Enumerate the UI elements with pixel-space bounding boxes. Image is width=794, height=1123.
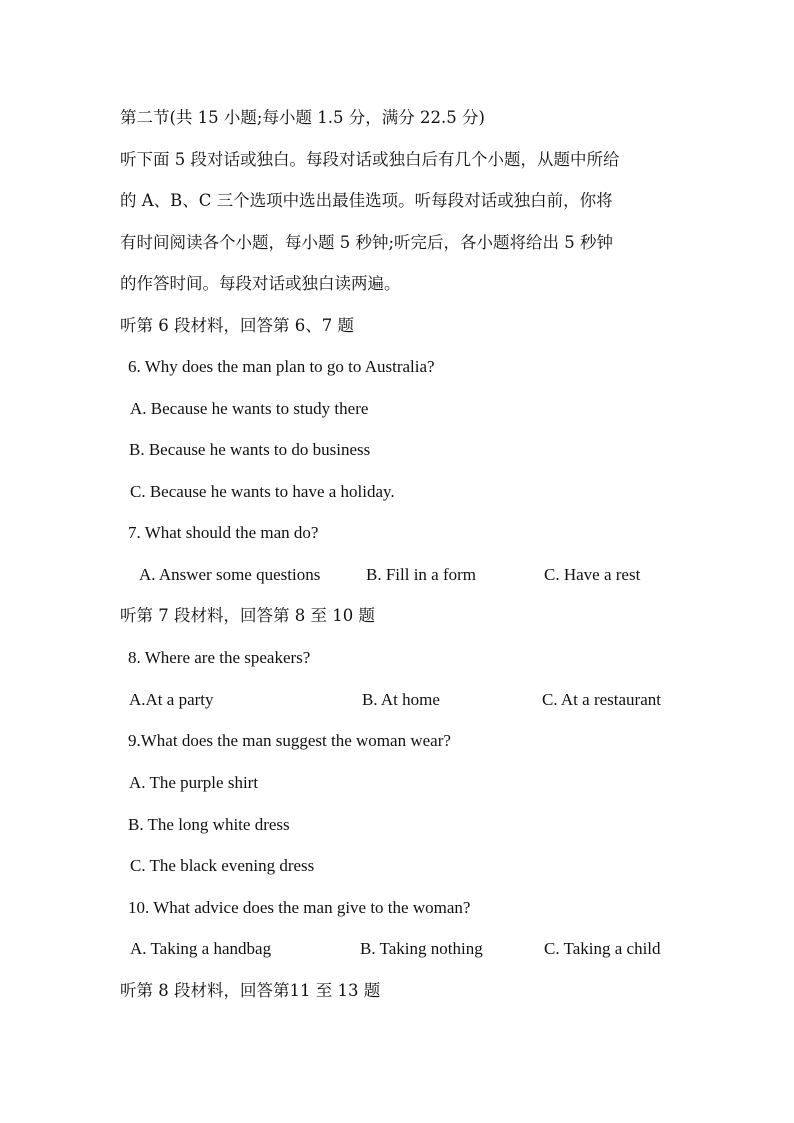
question-prompt: 8. Where are the speakers?	[128, 648, 311, 667]
answer-option: B. Taking nothing	[360, 939, 483, 958]
answer-option: A. The purple shirt	[129, 773, 259, 792]
instruction-line: 的 A、B、C 三个选项中选出最佳选项。听每段对话或独白前，你将	[120, 191, 613, 210]
answer-option: C. Taking a child	[544, 939, 661, 958]
question-prompt: 6. Why does the man plan to go to Australia?	[128, 357, 435, 376]
answer-option: C. The black evening dress	[130, 856, 315, 875]
section-header: 第二节(共 15 小题;每小题 1.5 分，满分 22.5 分)	[120, 108, 485, 127]
answer-option: A. Because he wants to study there	[130, 399, 369, 418]
question-prompt: 10. What advice does the man give to the woman?	[128, 898, 471, 917]
answer-option: A. Taking a handbag	[130, 939, 272, 958]
answer-option: B. At home	[362, 690, 440, 709]
question-prompt: 9.What does the man suggest the woman wear?	[128, 731, 451, 750]
group-heading: 听第 8 段材料，回答第11 至 13 题	[120, 981, 381, 1000]
answer-option: A. Answer some questions	[139, 565, 321, 584]
answer-option: C. Because he wants to have a holiday.	[130, 482, 395, 501]
answer-option: B. Because he wants to do business	[129, 440, 371, 459]
answer-option: B. The long white dress	[128, 815, 290, 834]
group-heading: 听第 6 段材料，回答第 6、7 题	[120, 316, 354, 335]
group-heading: 听第 7 段材料，回答第 8 至 10 题	[120, 606, 375, 625]
instruction-line: 听下面 5 段对话或独白。每段对话或独白后有几个小题，从题中所给	[120, 150, 620, 169]
question-prompt: 7. What should the man do?	[128, 523, 319, 542]
answer-option: C. Have a rest	[544, 565, 641, 584]
answer-option: A.At a party	[129, 690, 214, 709]
instruction-line: 的作答时间。每段对话或独白读两遍。	[120, 274, 401, 293]
answer-option: B. Fill in a form	[366, 565, 477, 584]
answer-option: C. At a restaurant	[542, 690, 661, 709]
instruction-line: 有时间阅读各个小题，每小题 5 秒钟;听完后，各小题将给出 5 秒钟	[120, 233, 614, 252]
